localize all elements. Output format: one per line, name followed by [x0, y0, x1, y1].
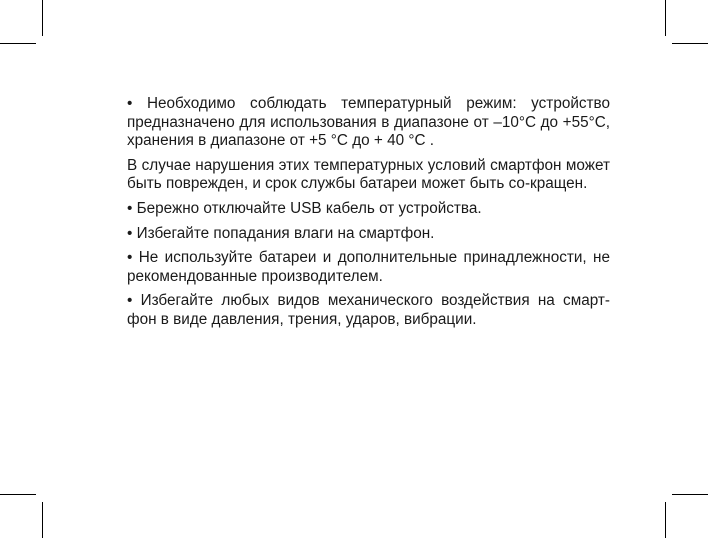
paragraph-moisture: • Избегайте попадания влаги на смартфон.	[127, 224, 435, 242]
crop-mark-top-right-horizontal	[672, 43, 708, 44]
paragraph-temperature-violation: В случае нарушения этих температурных условий смартфон может быть поврежден, и срок службы батареи может быть со-кращен.	[127, 156, 610, 193]
crop-mark-top-left-horizontal	[0, 43, 36, 44]
crop-mark-bottom-right-vertical	[665, 502, 666, 538]
crop-mark-bottom-left-horizontal	[0, 494, 36, 495]
crop-mark-top-left-vertical	[42, 0, 43, 36]
crop-mark-bottom-right-horizontal	[672, 494, 708, 495]
document-body	[127, 95, 610, 336]
crop-mark-top-right-vertical	[665, 0, 666, 36]
paragraph-mechanical-impact: • Избегайте любых видов механического воздействия на смарт-фон в виде давления, трения, ударов, вибрации.	[127, 292, 610, 328]
crop-mark-bottom-left-vertical	[42, 502, 43, 538]
paragraph-usb-cable: • Бережно отключайте USB кабель от устройства.	[127, 199, 482, 217]
paragraph-temperature-mode: • Необходимо соблюдать температурный режим: устройство предназначено для использования в диапазоне от –10°С до +55°С, хранения в диапазоне от +5 °С до + 40 °С .	[127, 95, 610, 150]
paragraph-accessories: • Не используйте батареи и дополнительные принадлежности, не рекомендованные производителем.	[127, 249, 610, 285]
